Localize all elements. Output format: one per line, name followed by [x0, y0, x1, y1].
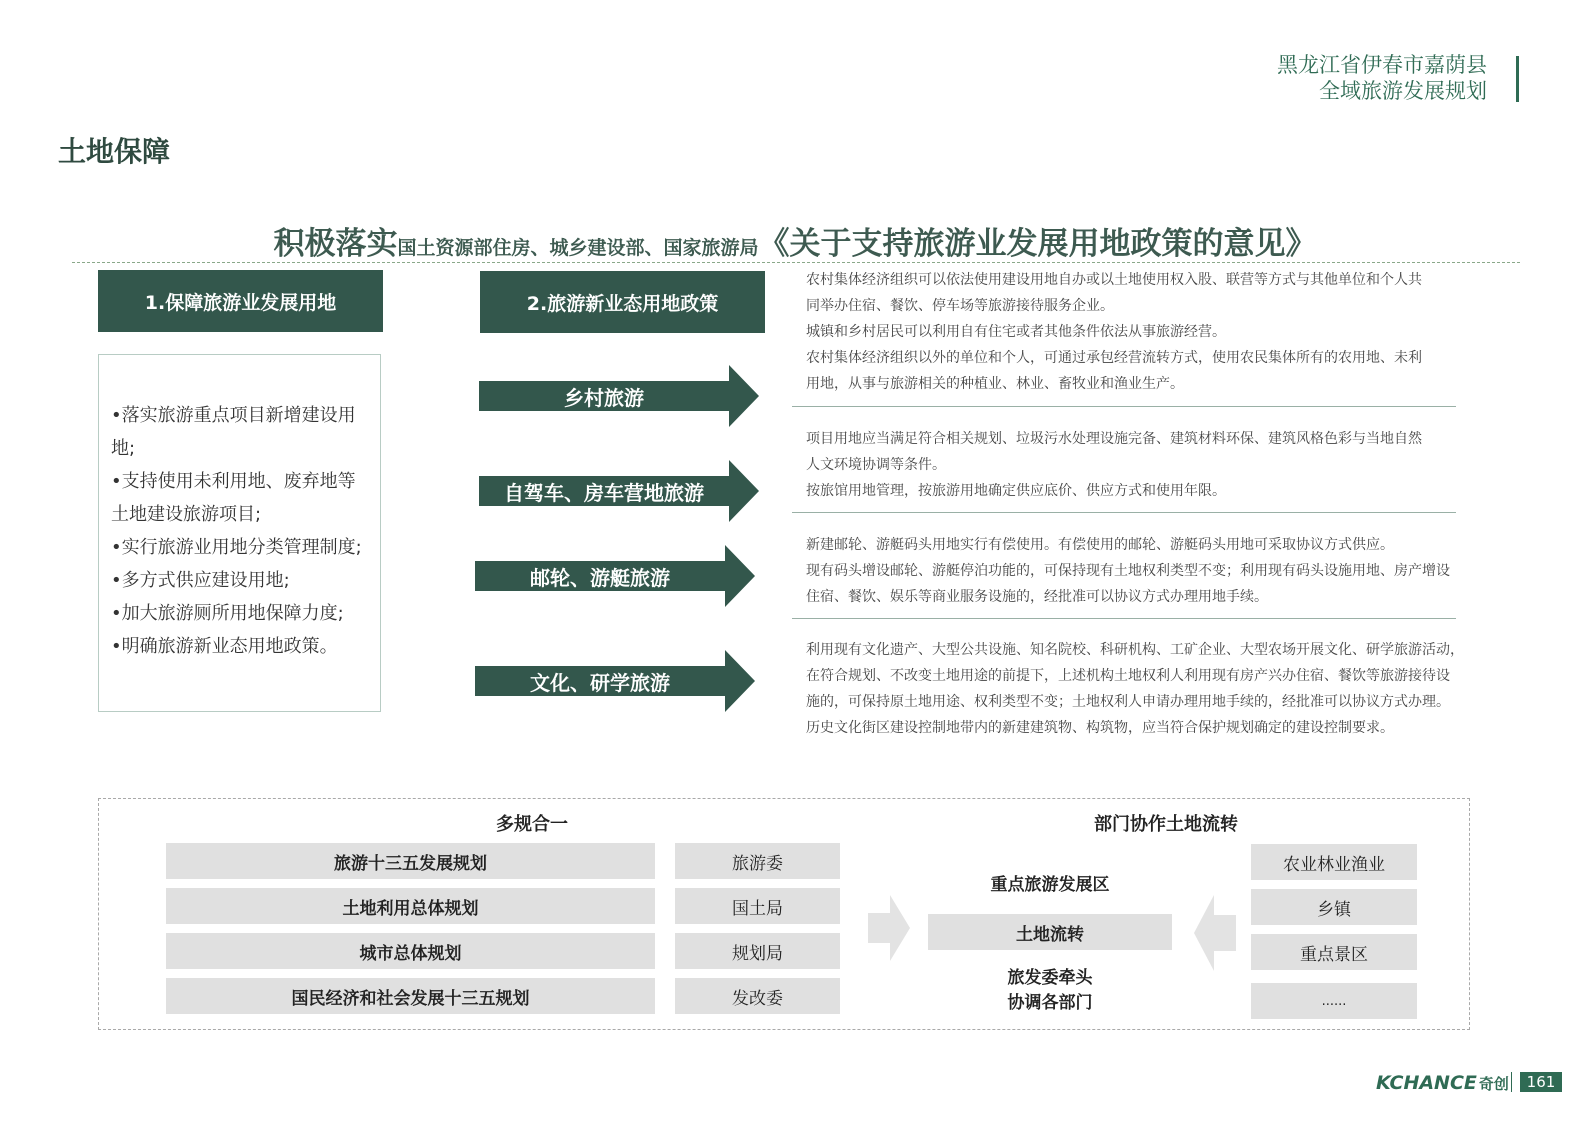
header-accent-bar [1516, 56, 1519, 102]
arrow-label: 乡村旅游 [479, 381, 729, 411]
dept-item: 规划局 [675, 933, 840, 969]
policy-line: 农村集体经济组织以外的单位和个人，可通过承包经营流转方式，使用农民集体所有的农用地、未利 [806, 350, 1422, 366]
footer-divider [1511, 1072, 1512, 1092]
report-title [1277, 52, 1487, 104]
policy-camp [806, 426, 1486, 504]
policy-divider [792, 406, 1456, 407]
flow-arrow-right-icon [868, 893, 912, 963]
arrow-head [729, 460, 759, 522]
section1-list [98, 354, 381, 712]
arrow-cruise-tourism [475, 545, 755, 607]
policy-line: 住宿、餐饮、娱乐等商业服务设施的，经批准可以协议方式办理用地手续。 [806, 589, 1268, 605]
policy-cruise [806, 532, 1486, 610]
section1-title: 1.保障旅游业发展用地 [98, 270, 383, 332]
arrow-culture-tourism [475, 650, 755, 712]
policy-line: 同举办住宿、餐饮、停车场等旅游接待服务企业。 [806, 298, 1114, 314]
stakeholder-item: 乡镇 [1251, 889, 1417, 925]
multi-plan-header: 多规合一 [496, 814, 568, 835]
dept-item: 国土局 [675, 888, 840, 924]
lead-dept-label [928, 963, 1172, 1013]
kchance-logo [1376, 1072, 1509, 1094]
section2-title: 2.旅游新业态用地政策 [480, 271, 765, 333]
list-item: 土地建设旅游项目; [111, 504, 262, 525]
banner-divider [72, 262, 1520, 263]
report-title-line1: 黑龙江省伊春市嘉荫县 [1277, 53, 1487, 77]
policy-line: 项目用地应当满足符合相关规划、垃圾污水处理设施完备、建筑材料环保、建筑风格色彩与当地自然 [806, 431, 1422, 447]
arrow-head [725, 545, 755, 607]
list-item: 地; [111, 438, 136, 459]
stakeholder-item: 农业林业渔业 [1251, 844, 1417, 880]
land-transfer-header: 部门协作土地流转 [1094, 814, 1238, 835]
policy-line: 施的，可保持原土地用途、权利类型不变；土地权利人申请办理用地手续的，经批准可以协议方式办理。 [806, 694, 1450, 710]
policy-line: 历史文化街区建设控制地带内的新建建筑物、构筑物，应当符合保护规划确定的建设控制要求。 [806, 720, 1394, 736]
stakeholder-item: ...... [1251, 983, 1417, 1019]
plan-item: 旅游十三五发展规划 [166, 843, 655, 879]
logo-text: KCHANCE [1376, 1072, 1477, 1094]
list-item: •多方式供应建设用地; [111, 570, 290, 591]
dept-item: 发改委 [675, 978, 840, 1014]
lead-dept-line2: 协调各部门 [1007, 993, 1093, 1013]
plan-item: 土地利用总体规划 [166, 888, 655, 924]
plan-item: 国民经济和社会发展十三五规划 [166, 978, 655, 1014]
banner-agencies: 国土资源部住房、城乡建设部、国家旅游局 [397, 237, 759, 259]
plan-item: 城市总体规划 [166, 933, 655, 969]
policy-divider [792, 512, 1456, 513]
dept-item: 旅游委 [675, 843, 840, 879]
arrow-camp-tourism [479, 460, 759, 522]
list-item: •实行旅游业用地分类管理制度; [111, 537, 362, 558]
policy-line: 现有码头增设邮轮、游艇停泊功能的，可保持现有土地权利类型不变；利用现有码头设施用地、房产增设 [806, 563, 1450, 579]
policy-line: 用地，从事与旅游相关的种植业、林业、畜牧业和渔业生产。 [806, 376, 1184, 392]
arrow-head [725, 650, 755, 712]
policy-line: 新建邮轮、游艇码头用地实行有偿使用。有偿使用的邮轮、游艇码头用地可采取协议方式供应。 [806, 537, 1394, 553]
land-transfer-box: 土地流转 [928, 914, 1172, 950]
list-item: •加大旅游厕所用地保障力度; [111, 603, 344, 624]
stakeholder-item: 重点景区 [1251, 934, 1417, 970]
banner-lead: 积极落实 [273, 226, 398, 262]
flow-arrow-left-icon [1192, 893, 1236, 973]
policy-line: 在符合规划、不改变土地用途的前提下，上述机构土地权利人利用现有房产兴办住宿、餐饮等旅游接待设 [806, 668, 1450, 684]
page-number: 161 [1520, 1072, 1562, 1092]
policy-rural [806, 267, 1486, 397]
policy-line: 农村集体经济组织可以依法使用建设用地自办或以土地使用权入股、联营等方式与其他单位和个人共 [806, 272, 1422, 288]
policy-banner [70, 218, 1520, 263]
arrow-label: 邮轮、游艇旅游 [475, 561, 725, 591]
lead-dept-line1: 旅发委牵头 [1007, 968, 1093, 988]
arrow-label: 文化、研学旅游 [475, 666, 725, 696]
banner-document: 《关于支持旅游业发展用地政策的意见》 [758, 226, 1317, 262]
arrow-rural-tourism [479, 365, 759, 427]
policy-line: 利用现有文化遗产、大型公共设施、知名院校、科研机构、工矿企业、大型农场开展文化、研学旅游活动， [806, 642, 1464, 658]
report-title-line2: 全域旅游发展规划 [1319, 79, 1487, 103]
arrow-label: 自驾车、房车营地旅游 [479, 476, 729, 506]
policy-line: 城镇和乡村居民可以利用自有住宅或者其他条件依法从事旅游经营。 [806, 324, 1226, 340]
list-item: •支持使用未利用地、废弃地等 [111, 471, 356, 492]
policy-divider [792, 618, 1456, 619]
arrow-head [729, 365, 759, 427]
page-title: 土地保障 [58, 135, 171, 168]
policy-culture [806, 637, 1486, 741]
list-item: •落实旅游重点项目新增建设用 [111, 405, 356, 426]
key-zone-label: 重点旅游发展区 [990, 875, 1110, 895]
policy-line: 人文环境协调等条件。 [806, 457, 946, 473]
policy-line: 按旅馆用地管理，按旅游用地确定供应底价、供应方式和使用年限。 [806, 483, 1226, 499]
list-item: •明确旅游新业态用地政策。 [111, 636, 338, 657]
logo-text-cn: 奇创 [1478, 1075, 1509, 1093]
